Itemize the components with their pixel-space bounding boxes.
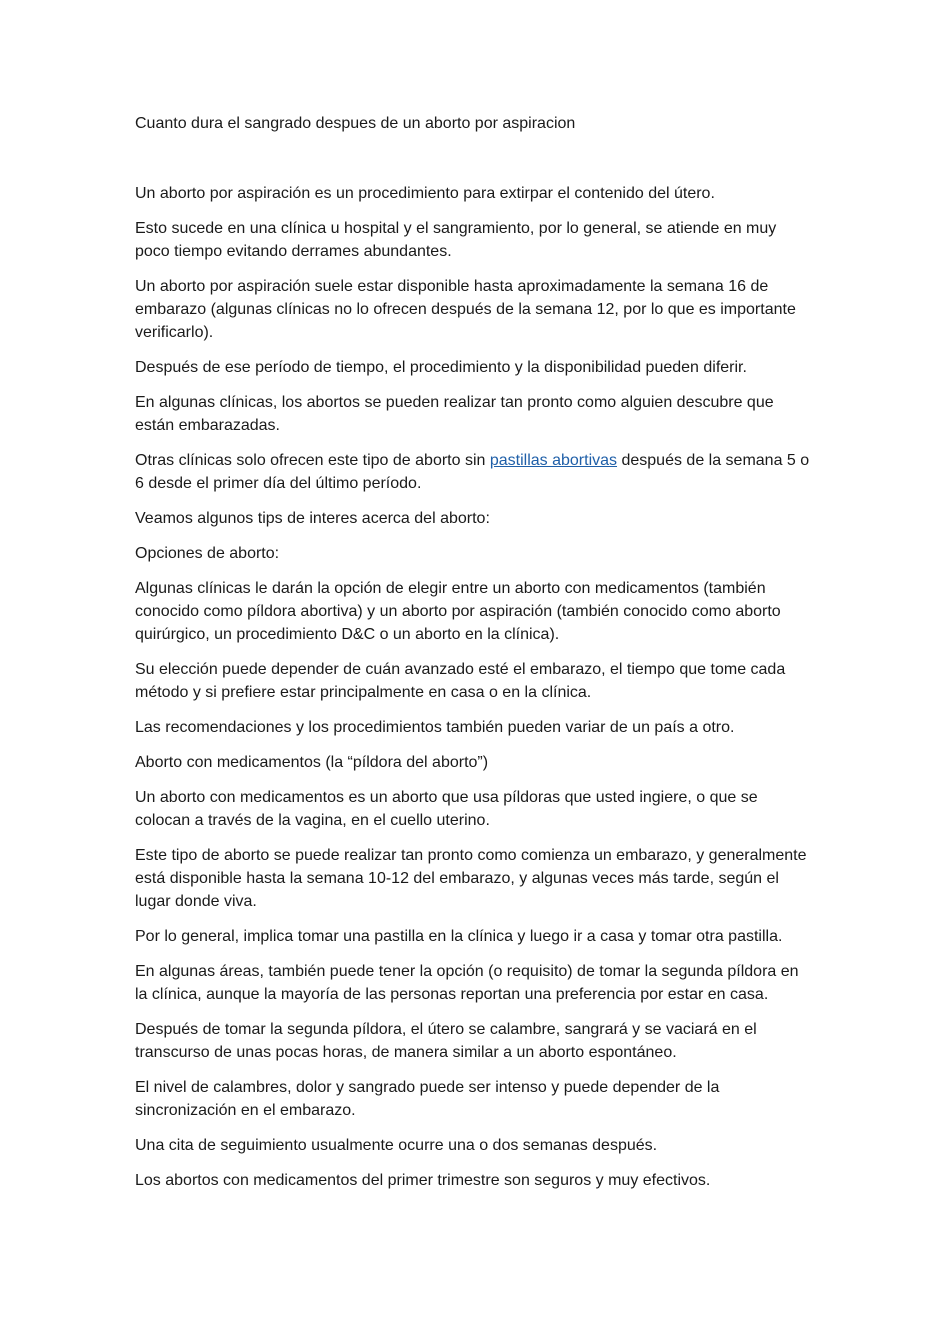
paragraph: Algunas clínicas le darán la opción de elegir entre un aborto con medicamentos (también conocido como píldora abortiva) y un aborto por aspiración (también conocido como aborto quirúrgico, un procedimiento D&C o un aborto en la clínica). [135, 580, 781, 643]
paragraph: Un aborto por aspiración es un procedimiento para extirpar el contenido del útero. [135, 185, 715, 202]
paragraph: El nivel de calambres, dolor y sangrado puede ser intenso y puede depender de la sincronización en el embarazo. [135, 1079, 720, 1119]
document-title: Cuanto dura el sangrado despues de un aborto por aspiracion [135, 115, 576, 132]
paragraph: En algunas clínicas, los abortos se pueden realizar tan pronto como alguien descubre que están embarazadas. [135, 394, 774, 434]
paragraph: Los abortos con medicamentos del primer trimestre son seguros y muy efectivos. [135, 1172, 711, 1189]
paragraph: Veamos algunos tips de interes acerca del aborto: [135, 510, 490, 527]
section-heading-opciones: Opciones de aborto: [135, 545, 280, 562]
paragraph: Las recomendaciones y los procedimientos también pueden variar de un país a otro. [135, 719, 735, 736]
paragraph-text-after-link: después de la semana 5 o 6 desde el primer día del último período. [135, 452, 810, 492]
paragraph: Un aborto con medicamentos es un aborto que usa píldoras que usted ingiere, o que se colocan a través de la vagina, en el cuello uterino. [135, 789, 758, 829]
paragraph: Su elección puede depender de cuán avanzado esté el embarazo, el tiempo que tome cada método y si prefiere estar principalmente en casa o en la clínica. [135, 661, 786, 701]
section-heading-medicamentos: Aborto con medicamentos (la “píldora del aborto”) [135, 754, 489, 771]
paragraph: En algunas áreas, también puede tener la opción (o requisito) de tomar la segunda píldora en la clínica, aunque la mayoría de las personas reportan una preferencia por estar en casa. [135, 963, 799, 1003]
paragraph: Por lo general, implica tomar una pastilla en la clínica y luego ir a casa y tomar otra pastilla. [135, 928, 783, 945]
paragraph: Después de ese período de tiempo, el procedimiento y la disponibilidad pueden diferir. [135, 359, 747, 376]
paragraph-text-before-link: Otras clínicas solo ofrecen este tipo de aborto sin [135, 452, 490, 469]
paragraph: Una cita de seguimiento usualmente ocurre una o dos semanas después. [135, 1137, 658, 1154]
paragraph: Esto sucede en una clínica u hospital y el sangramiento, por lo general, se atiende en muy poco tiempo evitando derrames abundantes. [135, 220, 777, 260]
document-body [135, 112, 815, 1204]
paragraph: Después de tomar la segunda píldora, el útero se calambre, sangrará y se vaciará en el transcurso de unas pocas horas, de manera similar a un aborto espontáneo. [135, 1021, 757, 1061]
pastillas-abortivas-link[interactable]: pastillas abortivas [489, 452, 618, 469]
paragraph: Un aborto por aspiración suele estar disponible hasta aproximadamente la semana 16 de embarazo (algunas clínicas no lo ofrecen después de la semana 12, por lo que es importante verificarlo). [135, 278, 796, 341]
paragraph: Este tipo de aborto se puede realizar tan pronto como comienza un embarazo, y generalmente está disponible hasta la semana 10-12 del embarazo, y algunas veces más tarde, según el lugar donde viva. [135, 847, 807, 910]
paragraph-with-link [135, 449, 815, 495]
